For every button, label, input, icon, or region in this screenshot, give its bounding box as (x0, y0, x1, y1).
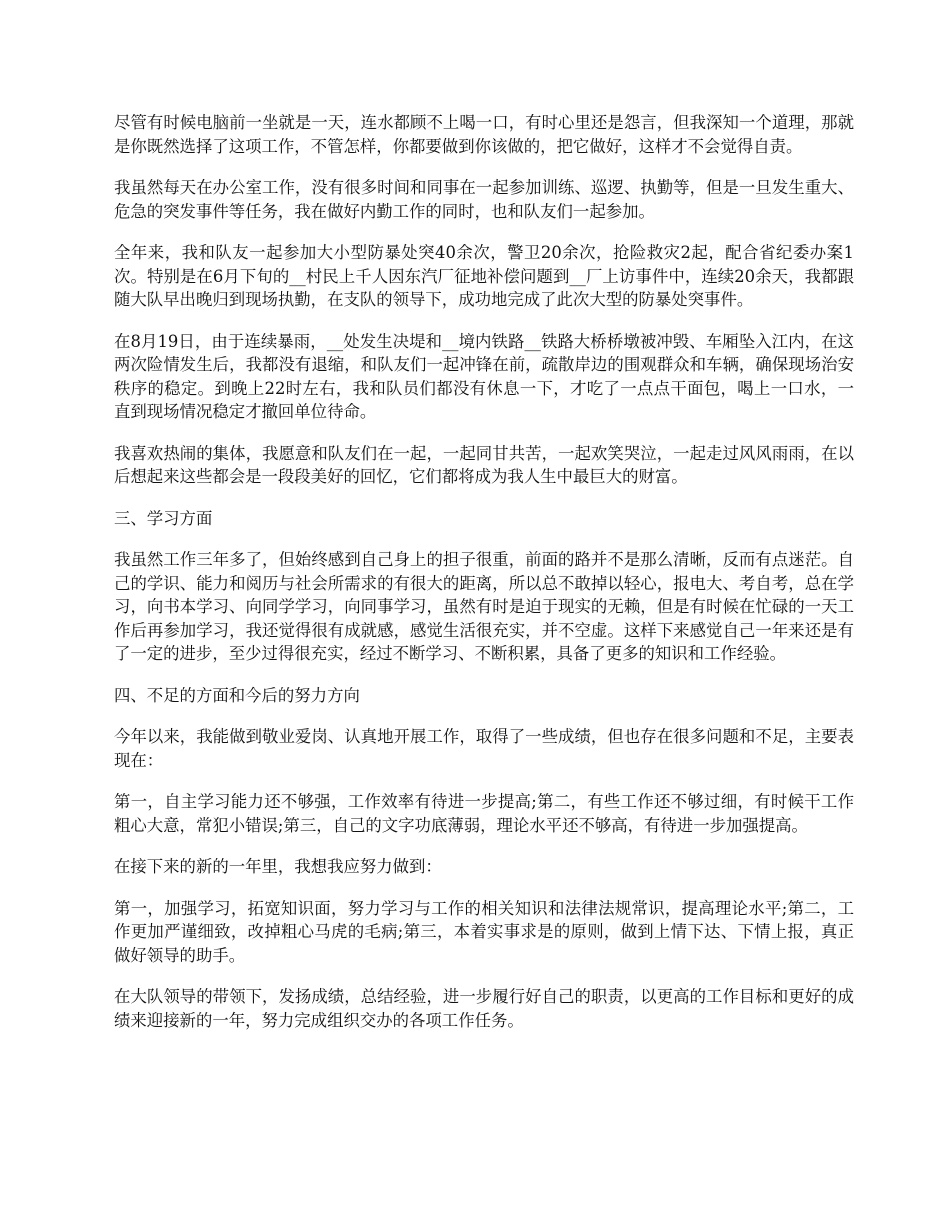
paragraph-shortcomings-intro: 今年以来，我能做到敬业爱岗、认真地开展工作，取得了一些成绩，但也存在很多问题和不足，主要表现在： (114, 727, 854, 770)
section-heading-shortcomings: 四、不足的方面和今后的努力方向 (114, 685, 360, 705)
paragraph-plans-intro: 在接下来的新的一年里，我想我应努力做到： (114, 857, 442, 876)
paragraph-shortcomings-list: 第一，自主学习能力还不够强，工作效率有待进一步提高;第二，有些工作还不够过细，有时候干工作粗心大意，常犯小错误;第三，自己的文字功底薄弱，理论水平还不够高，有待进一步加强提高。 (114, 792, 854, 835)
section-heading-study: 三、学习方面 (114, 508, 213, 528)
paragraph-flood-rescue: 在8月19日，由于连续暴雨，__处发生决堤和__境内铁路__铁路大桥桥墩被冲毁、车厢坠入江内，在这两次险情发生后，我都没有退缩，和队友们一起冲锋在前，疏散岸边的围观群众和车辆，确保现场治安秩序的稳定。到晚上22时左右，我和队员们都没有休息一下，才吃了一点点干面包，喝上一口水，一直到现场情况稳定才撤回单位待命。 (114, 331, 854, 421)
paragraph-dedication: 尽管有时候电脑前一坐就是一天，连水都顾不上喝一口，有时心里还是怨言，但我深知一个道理，那就是你既然选择了这项工作，不管怎样，你都要做到你该做的，把它做好，这样才不会觉得自责。 (114, 113, 854, 156)
paragraph-closing: 在大队领导的带领下，发扬成绩，总结经验，进一步履行好自己的职责，以更高的工作目标和更好的成绩来迎接新的一年，努力完成组织交办的各项工作任务。 (114, 987, 854, 1030)
paragraph-team-spirit: 我喜欢热闹的集体，我愿意和队友们在一起，一起同甘共苦，一起欢笑哭泣，一起走过风风雨雨，在以后想起来这些都会是一段段美好的回忆，它们都将成为我人生中最巨大的财富。 (114, 443, 854, 486)
paragraph-annual-tasks: 全年来，我和队友一起参加大小型防暴处突40余次，警卫20余次，抢险救灾2起，配合省纪委办案1次。特别是在6月下旬的__村民上千人因东汽厂征地补偿问题到__厂上访事件中，连续20余天，我都跟随大队早出晚归到现场执勤，在支队的领导下，成功地完成了此次大型的防暴处突事件。 (114, 243, 854, 309)
paragraph-plans-list: 第一，加强学习，拓宽知识面，努力学习与工作的相关知识和法律法规常识，提高理论水平;第二，工作更加严谨细致，改掉粗心马虎的毛病;第三，本着实事求是的原则，做到上情下达、下情上报，真正做好领导的助手。 (114, 898, 854, 965)
paragraph-study: 我虽然工作三年多了，但始终感到自己身上的担子很重，前面的路并不是那么清晰，反而有点迷茫。自己的学识、能力和阅历与社会所需求的有很大的距离，所以总不敢掉以轻心，报电大、考自考，总在学习，向书本学习、向同学学习，向同事学习，虽然有时是迫于现实的无赖，但是有时候在忙碌的一天工作后再参加学习，我还觉得很有成就感，感觉生活很充实，并不空虚。这样下来感觉自己一年来还是有了一定的进步，至少过得很充实，经过不断学习、不断积累，具备了更多的知识和工作经验。 (114, 550, 854, 663)
paragraph-office-work: 我虽然每天在办公室工作，没有很多时间和同事在一起参加训练、巡逻、执勤等，但是一旦发生重大、危急的突发事件等任务，我在做好内勤工作的同时，也和队友们一起参加。 (114, 178, 854, 221)
